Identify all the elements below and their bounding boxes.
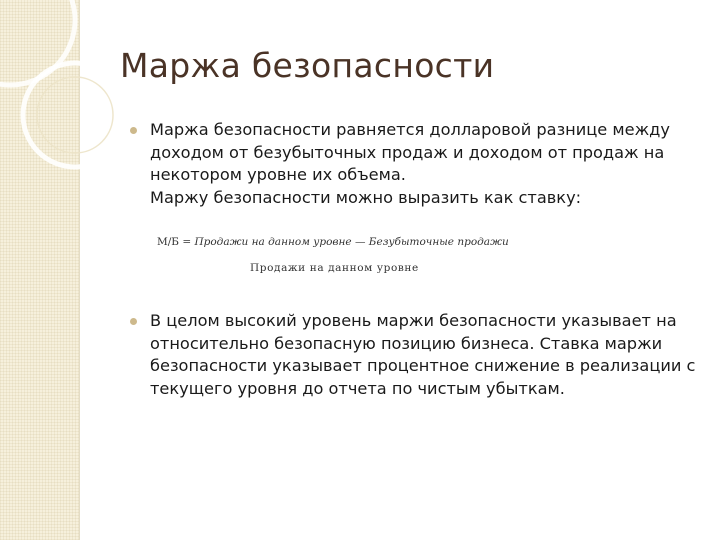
paragraph-line: безопасности указывает процентное снижение в реализации с: [150, 356, 696, 375]
bullet-marker: [130, 318, 137, 325]
paragraph-line: доходом от безубыточных продаж и доходом от продаж на: [150, 142, 665, 162]
bullet-paragraph-2: [150, 310, 695, 400]
paragraph-line: текущего уровня до отчета по чистым убыткам.: [150, 378, 565, 398]
formula-numerator: Продажи на данном уровне — Безубыточные продажи: [194, 236, 509, 248]
paragraph-line: В целом высокий уровень маржи безопасности указывает на: [150, 311, 677, 330]
formula-numerator-line: [157, 236, 509, 248]
bullet-marker: [130, 127, 137, 134]
slide-title: Маржа безопасности: [120, 46, 495, 85]
paragraph-line: Маржа безопасности равняется долларовой разнице между: [150, 120, 670, 139]
formula-lhs: М/Б =: [157, 236, 195, 248]
paragraph-line: Маржу безопасности можно выразить как ставку:: [150, 187, 582, 207]
decorative-circles: [0, 0, 130, 200]
bullet-paragraph-1: [150, 119, 695, 209]
paragraph-line: некотором уровне их объема.: [150, 165, 406, 184]
formula-denominator: Продажи на данном уровне: [250, 262, 419, 274]
paragraph-line: относительно безопасную позицию бизнеса. Ставка маржи: [150, 333, 663, 353]
